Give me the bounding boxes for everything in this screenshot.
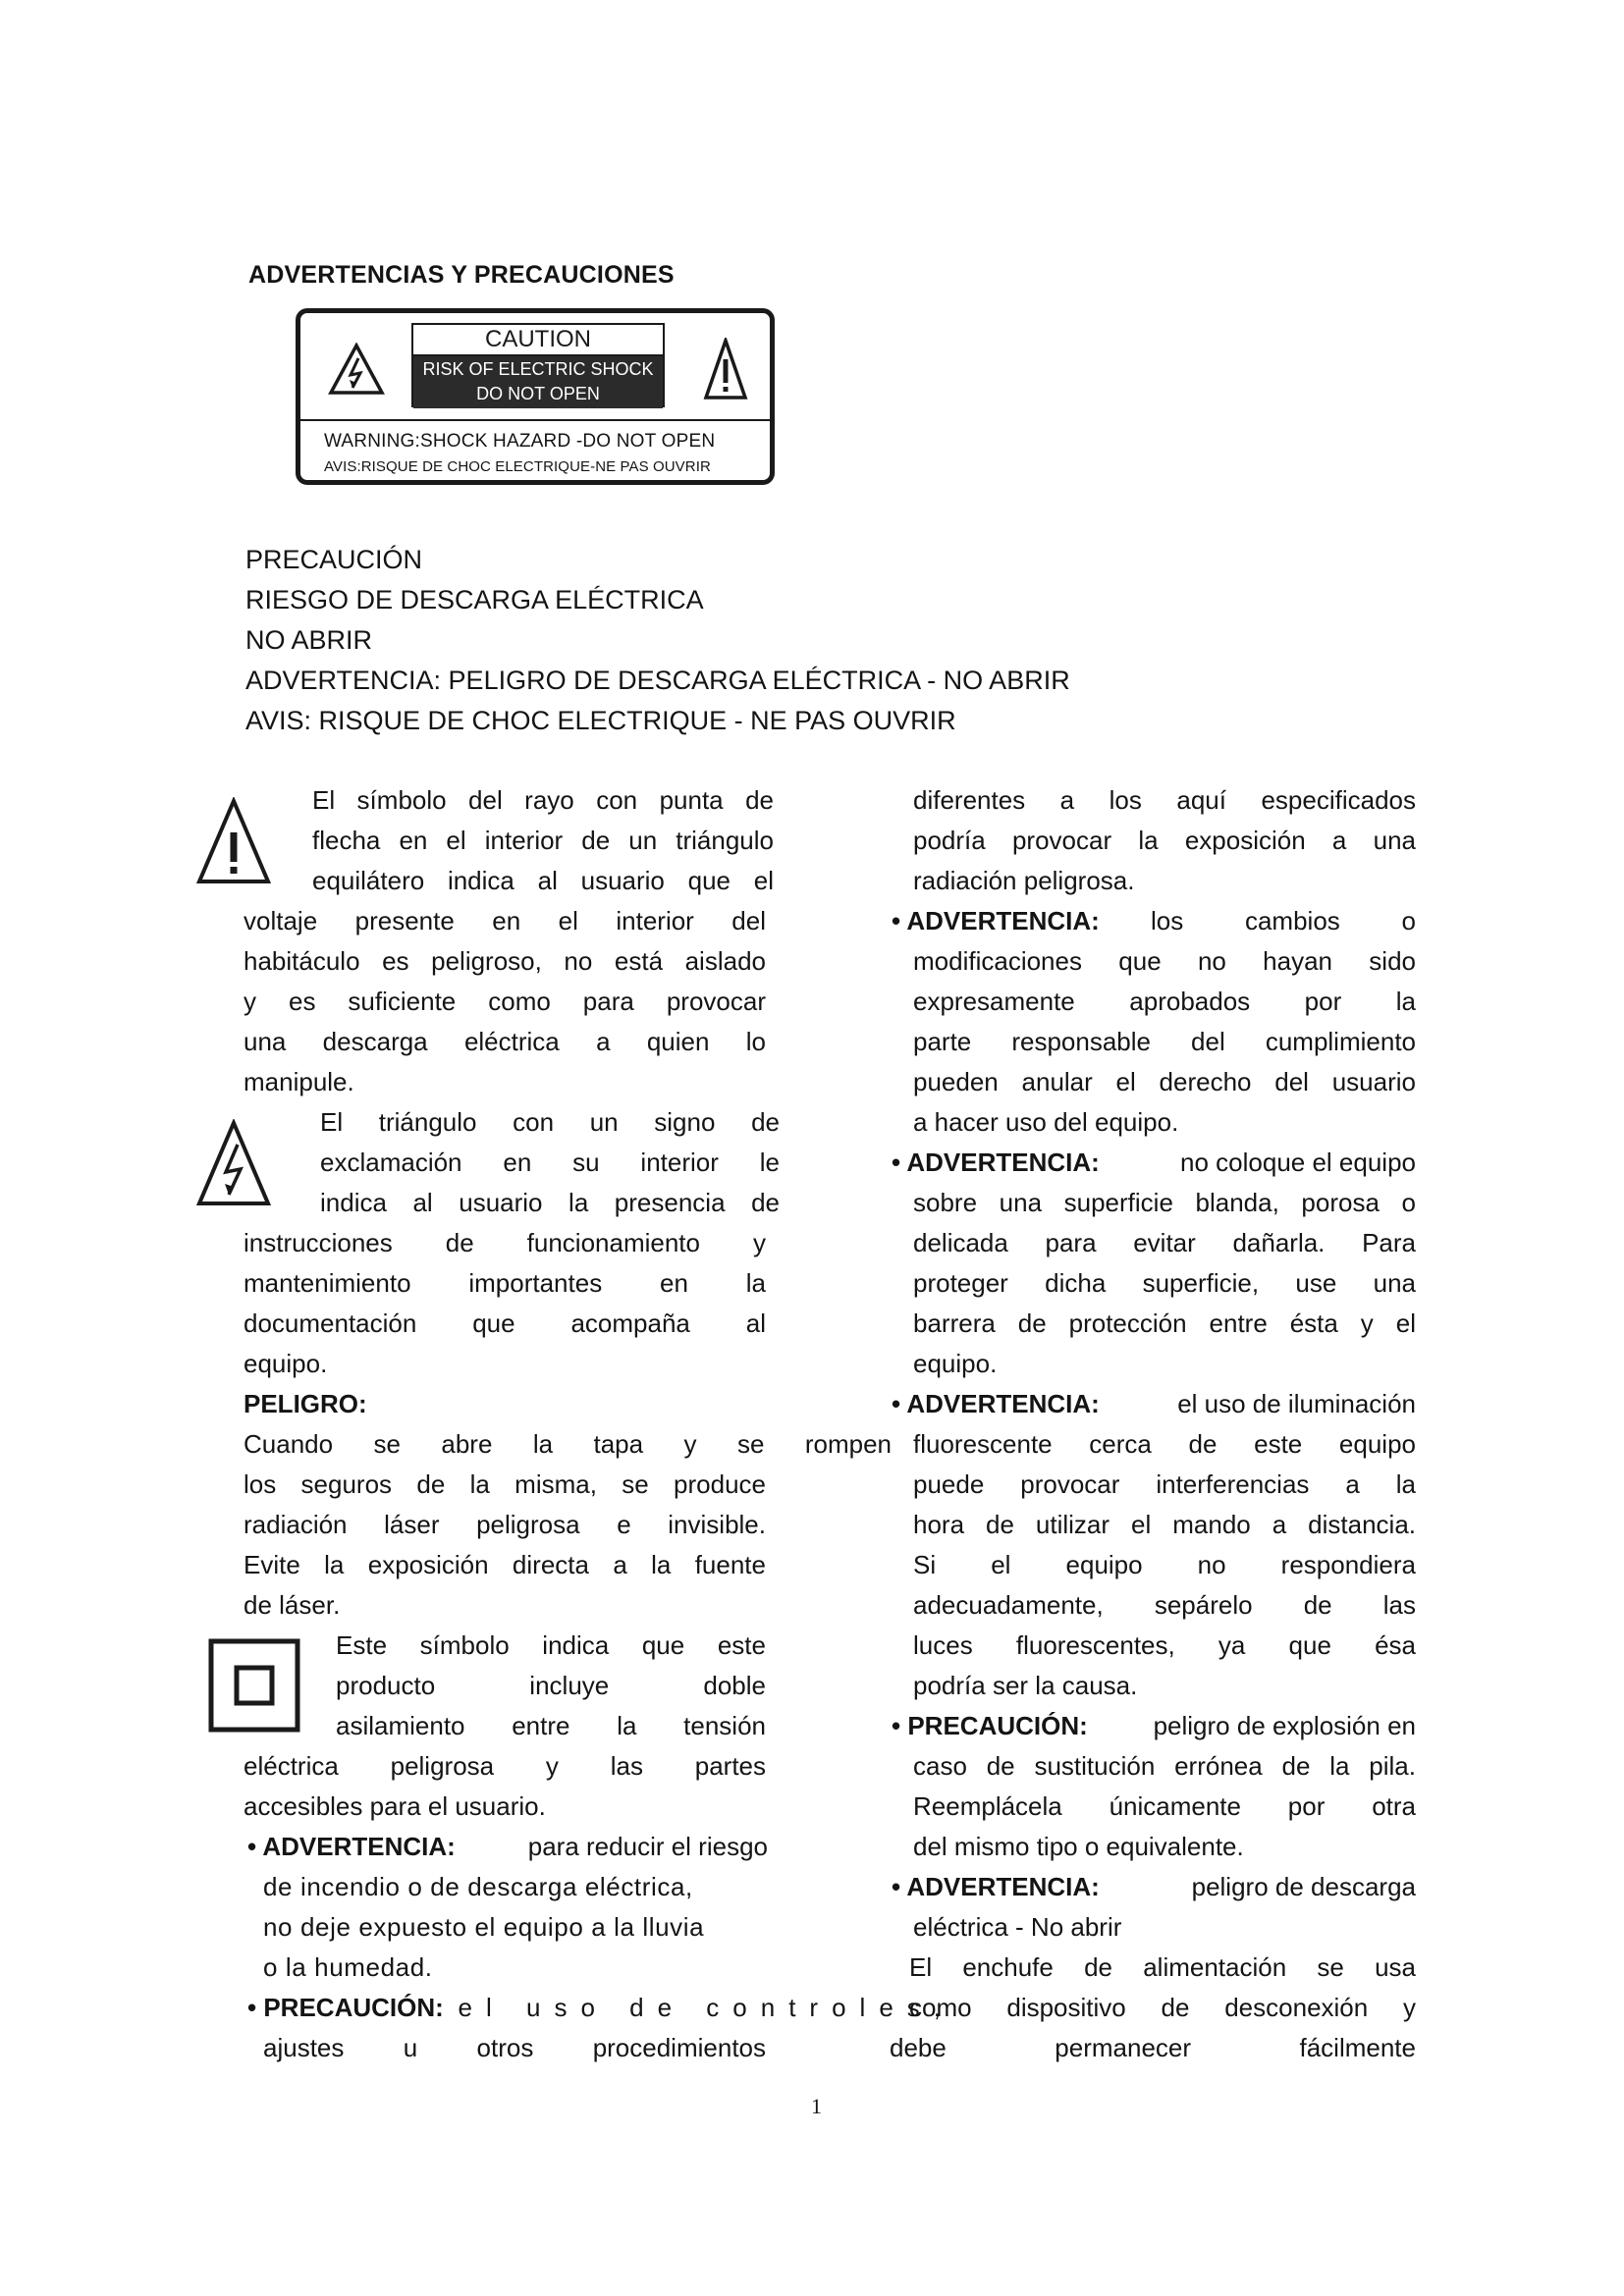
text-line: adecuadamente, sepárelo de las — [913, 1590, 1416, 1620]
caution-risk-text — [413, 356, 663, 408]
text-line: El enchufe de alimentación se usa — [909, 1952, 1416, 1982]
text-line: radiación peligrosa. — [913, 866, 1135, 895]
text-line: hora de utilizar el mando a distancia. — [913, 1510, 1416, 1539]
bullet-label: PRECAUCIÓN: — [263, 1993, 444, 2022]
exclamation-triangle-icon — [196, 797, 271, 885]
text-line: para reducir el riesgo — [527, 1832, 768, 1861]
text-line: expresamente aprobados por la — [913, 987, 1416, 1016]
bullet-label: ADVERTENCIA: — [906, 906, 1100, 935]
text-line: puede provocar interferencias a la — [913, 1469, 1416, 1499]
translation-line: PRECAUCIÓN — [245, 545, 423, 574]
text-line: Cuando se abre la tapa y se rompen — [244, 1429, 892, 1459]
text-line: como dispositivo de desconexión y — [909, 1993, 1416, 2022]
text-line: voltaje presente en el interior del — [244, 906, 766, 935]
text-line: eléctrica - No abrir — [913, 1912, 1122, 1942]
text-line: mantenimiento importantes en la — [244, 1268, 766, 1298]
text-line: fluorescente cerca de este equipo — [913, 1429, 1416, 1459]
caution-risk-line1: RISK OF ELECTRIC SHOCK — [422, 359, 654, 379]
bullet-item: • ADVERTENCIA: no coloque el equipo — [892, 1148, 1416, 1177]
text-line: El triángulo con un signo de — [320, 1107, 780, 1137]
text-line: accesibles para el usuario. — [244, 1791, 546, 1821]
text-line: modificaciones que no hayan sido — [913, 946, 1416, 976]
text-line: los seguros de la misma, se produce — [244, 1469, 766, 1499]
bullet-item: • ADVERTENCIA: el uso de iluminación — [892, 1389, 1416, 1418]
exclamation-warning-icon — [703, 338, 748, 400]
text-line: equilátero indica al usuario que el — [312, 866, 774, 895]
text-line: no deje expuesto el equipo a la lluvia — [263, 1912, 705, 1942]
label-warning-line: WARNING:SHOCK HAZARD -DO NOT OPEN — [324, 431, 716, 452]
text-line: Este símbolo indica que este — [336, 1630, 766, 1660]
text-line: equipo. — [244, 1349, 328, 1378]
bullet-label: ADVERTENCIA: — [262, 1832, 456, 1861]
text-line: producto incluye doble — [336, 1671, 766, 1700]
translation-line: ADVERTENCIA: PELIGRO DE DESCARGA ELÉCTRICA - NO ABRIR — [245, 666, 1070, 695]
text-line: del mismo tipo o equivalente. — [913, 1832, 1244, 1861]
text-line: parte responsable del cumplimiento — [913, 1027, 1416, 1056]
text-line: no coloque el equipo — [1180, 1148, 1416, 1177]
text-line: manipule. — [244, 1067, 354, 1096]
text-line: y es suficiente como para provocar — [244, 987, 766, 1016]
translation-line: RIESGO DE DESCARGA ELÉCTRICA — [245, 585, 704, 614]
text-line: el uso de controles, — [458, 1993, 954, 2022]
text-line: habitáculo es peligroso, no está aislado — [244, 946, 766, 976]
caution-title: CAUTION — [413, 325, 663, 356]
text-line: pueden anular el derecho del usuario — [913, 1067, 1416, 1096]
text-line: exclamación en su interior le — [320, 1148, 780, 1177]
text-line: equipo. — [913, 1349, 998, 1378]
text-line: asilamiento entre la tensión — [336, 1711, 766, 1740]
text-line: Si el equipo no respondiera — [913, 1550, 1416, 1579]
text-line: Reemplácela únicamente por otra — [913, 1791, 1416, 1821]
text-line: instrucciones de funcionamiento y — [244, 1228, 766, 1257]
text-line: luces fluorescentes, ya que ésa — [913, 1630, 1416, 1660]
text-line: ajustes u otros procedimientos — [263, 2033, 766, 2062]
text-line: a hacer uso del equipo. — [913, 1107, 1179, 1137]
bullet-label: ADVERTENCIA: — [906, 1872, 1100, 1901]
bullet-item: • PRECAUCIÓN: peligro de explosión en — [892, 1711, 1416, 1740]
bullet-item: • ADVERTENCIA: para reducir el riesgo — [247, 1832, 768, 1861]
caution-box — [411, 323, 665, 407]
text-line: radiación láser peligrosa e invisible. — [244, 1510, 766, 1539]
text-line: una descarga eléctrica a quien lo — [244, 1027, 766, 1056]
text-line: de incendio o de descarga eléctrica, — [263, 1872, 693, 1901]
page-number: 1 — [811, 2094, 822, 2118]
lightning-triangle-icon — [196, 1119, 271, 1207]
danger-heading: PELIGRO: — [244, 1389, 367, 1418]
bullet-item: • ADVERTENCIA: los cambios o — [892, 906, 1416, 935]
translation-line: NO ABRIR — [245, 625, 373, 655]
lightning-warning-icon — [328, 343, 385, 396]
bullet-label: ADVERTENCIA: — [906, 1148, 1100, 1177]
caution-label — [296, 308, 775, 485]
text-line: de láser. — [244, 1590, 341, 1620]
text-line: caso de sustitución errónea de la pila. — [913, 1751, 1416, 1781]
text-line: proteger dicha superficie, use una — [913, 1268, 1416, 1298]
double-insulation-icon — [208, 1638, 300, 1733]
page-title: ADVERTENCIAS Y PRECAUCIONES — [248, 261, 675, 289]
text-line: barrera de protección entre ésta y el — [913, 1308, 1416, 1338]
text-line: eléctrica peligrosa y las partes — [244, 1751, 766, 1781]
text-line: documentación que acompaña al — [244, 1308, 766, 1338]
text-line: peligro de descarga — [1191, 1872, 1416, 1901]
text-line: debe permanecer fácilmente — [890, 2033, 1416, 2062]
label-avis-line: AVIS:RISQUE DE CHOC ELECTRIQUE-NE PAS OUVRIR — [324, 458, 711, 475]
text-line: peligro de explosión en — [1153, 1711, 1416, 1740]
caution-risk-line2: DO NOT OPEN — [476, 384, 600, 403]
label-translation — [245, 540, 1070, 741]
text-line: podría ser la causa. — [913, 1671, 1138, 1700]
text-line: podría provocar la exposición a una — [913, 826, 1416, 855]
bullet-label: PRECAUCIÓN: — [907, 1711, 1088, 1740]
text-line: indica al usuario la presencia de — [320, 1188, 780, 1217]
text-line: flecha en el interior de un triángulo — [312, 826, 774, 855]
text-line: los cambios o — [1151, 906, 1416, 935]
text-line: sobre una superficie blanda, porosa o — [913, 1188, 1416, 1217]
text-line: el uso de iluminación — [1177, 1389, 1416, 1418]
label-divider — [300, 419, 770, 421]
bullet-item: • PRECAUCIÓN: el uso de controles, — [247, 1993, 954, 2022]
text-line: delicada para evitar dañarla. Para — [913, 1228, 1416, 1257]
translation-line: AVIS: RISQUE DE CHOC ELECTRIQUE - NE PAS OUVRIR — [245, 706, 956, 735]
text-line: diferentes a los aquí especificados — [913, 785, 1416, 815]
text-line: El símbolo del rayo con punta de — [312, 785, 774, 815]
bullet-item: • ADVERTENCIA: peligro de descarga — [892, 1872, 1416, 1901]
text-line: o la humedad. — [263, 1952, 433, 1982]
text-line: Evite la exposición directa a la fuente — [244, 1550, 766, 1579]
bullet-label: ADVERTENCIA: — [906, 1389, 1100, 1418]
